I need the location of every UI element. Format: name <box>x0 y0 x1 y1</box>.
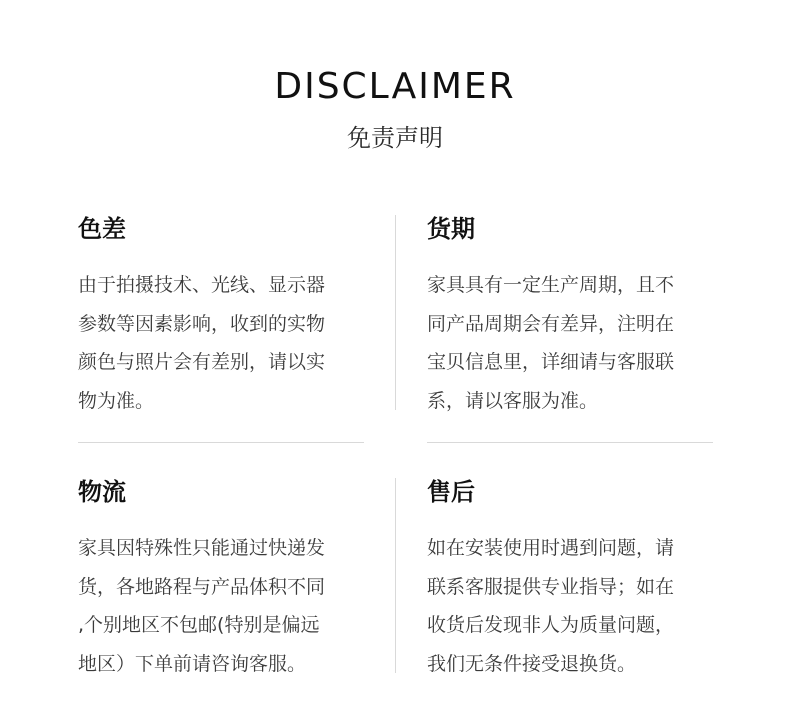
section-body-line: 颜色与照片会有差别，请以实 <box>78 351 326 373</box>
section-body-line: 家具因特殊性只能通过快递发 <box>78 537 326 559</box>
section-heading: 售后 <box>427 478 475 506</box>
horizontal-divider <box>427 442 713 443</box>
vertical-divider <box>395 478 396 673</box>
section-body-line: 物为准。 <box>78 389 155 412</box>
section-logistics <box>78 475 370 683</box>
section-body-line: 家具具有一定生产周期，且不 <box>427 274 675 296</box>
section-body-line: 系，请以客服为准。 <box>427 389 599 412</box>
section-body-line: 收货后发现非人为质量问题， <box>427 614 675 636</box>
page-title: DISCLAIMER <box>274 66 516 107</box>
section-delivery-time <box>427 212 719 420</box>
section-body-line: 宝贝信息里，详细请与客服联 <box>427 351 675 373</box>
section-heading: 色差 <box>78 215 126 243</box>
section-body-line: 货，各地路程与产品体积不同 <box>78 575 326 598</box>
section-heading: 物流 <box>78 478 126 506</box>
vertical-divider <box>395 215 396 410</box>
horizontal-divider <box>78 442 364 443</box>
section-body-line: 我们无条件接受退换货。 <box>427 652 637 675</box>
page-subtitle: 免责声明 <box>347 124 443 152</box>
section-body <box>427 266 719 420</box>
section-body <box>78 529 370 683</box>
section-after-sales <box>427 475 719 683</box>
section-body-line: 如在安装使用时遇到问题，请 <box>427 537 675 559</box>
section-body-line: ,个别地区不包邮(特别是偏远 <box>78 614 320 636</box>
section-body-line: 由于拍摄技术、光线、显示器 <box>78 274 326 296</box>
section-body-line: 同产品周期会有差异，注明在 <box>427 312 675 335</box>
section-body-line: 参数等因素影响，收到的实物 <box>78 312 326 335</box>
section-heading: 货期 <box>427 215 475 243</box>
section-body <box>78 266 370 420</box>
section-body <box>427 529 719 683</box>
section-body-line: 联系客服提供专业指导；如在 <box>427 575 675 598</box>
section-color-difference <box>78 212 370 420</box>
section-body-line: 地区）下单前请咨询客服。 <box>78 652 307 675</box>
